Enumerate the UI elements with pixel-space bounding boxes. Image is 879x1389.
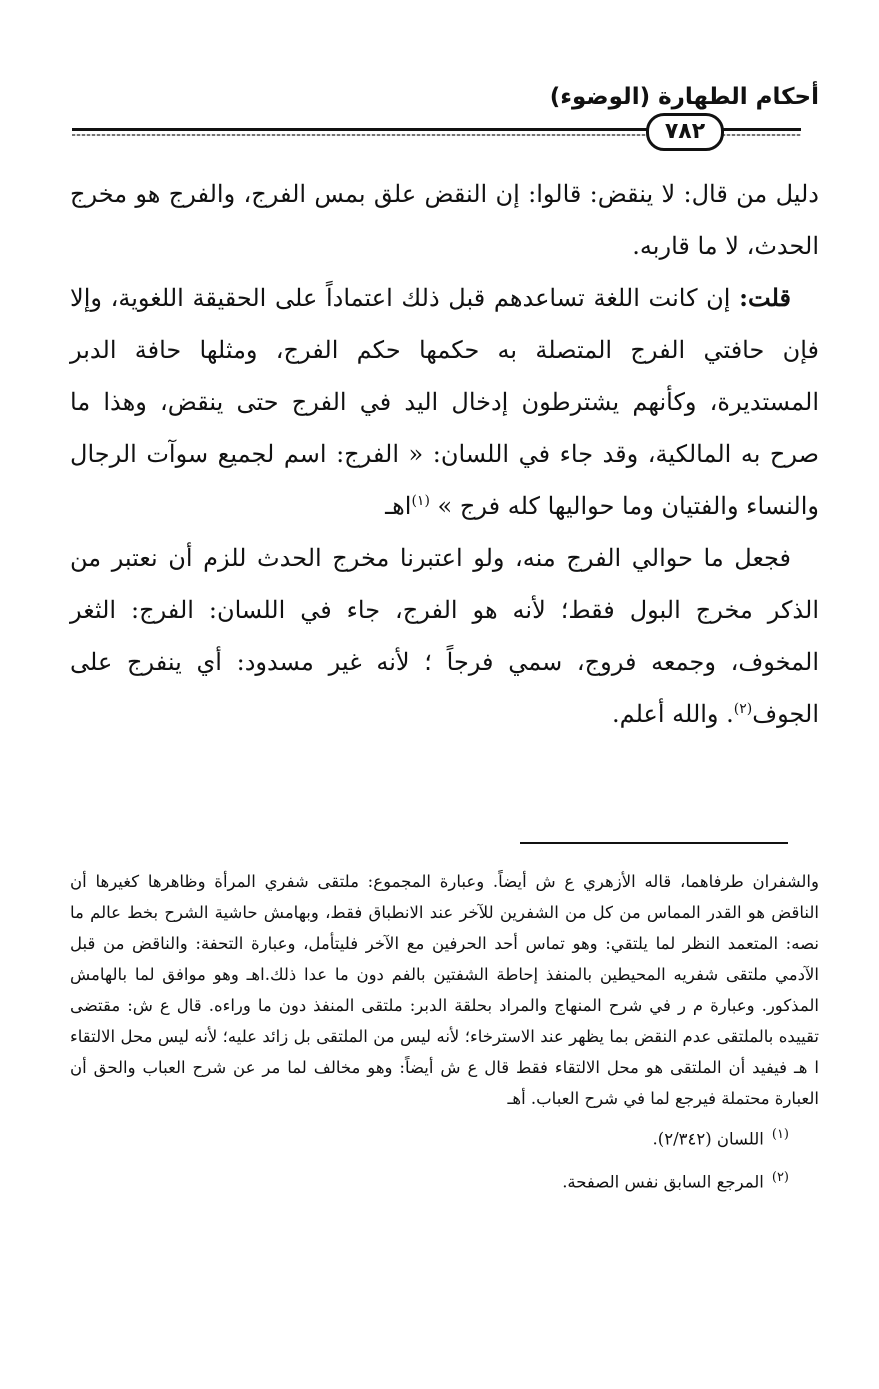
footnote-ref-1: (١): [411, 493, 430, 509]
conclusion-text: فجعل ما حوالي الفرج منه، ولو اعتبرنا مخرج الحدث للزم أن نعتبر من الذكر مخرج البول فقط؛ لأنه هو الفرج، جاء في اللسان: الفرج: الثغر المخوف، وجمعه فروج، سمي فرجاً ؛ لأنه غير مسدود: أي ينفرج على الجوف: [70, 544, 819, 728]
response-end: اهـ: [385, 492, 412, 520]
main-text: [70, 168, 819, 740]
paragraph-response: [70, 272, 819, 532]
footnote-text: المرجع السابق نفس الصفحة.: [562, 1172, 764, 1191]
footnote-number: (١): [771, 1127, 789, 1142]
paragraph-conclusion: [70, 532, 819, 740]
footnotes: [70, 866, 819, 1199]
response-lead: قلت:: [739, 283, 791, 312]
footnote-ref-2: (٢): [733, 701, 753, 717]
footnote-text: اللسان (٢/٣٤٢).: [652, 1129, 764, 1149]
footnote-item: [70, 1161, 789, 1200]
footnote-continued: والشفران طرفاهما، قاله الأزهري ع ش أيضاً. وعبارة المجموع: ملتقى شفري المرأة وظاهرها كغيرها أن الناقض هو القدر المماس من كل من الشفرين للآخر عند الانطباق فقط، وبهامش حاشية الشرح بخط عالم ما نصه: المتعمد النظر لما يلتقي: وهو تماس أحد الحرفين مع الآخر فليتأمل، وعبارة التحفة: والناقض من قبل الآدمي ملتقى شفريه المحيطين بالمنفذ إحاطة الشفتين بالفم دون ما عدا ذلك.اهـ وهو موافق لما بالهامش المذكور. وعبارة م ر في شرح المنهاج والمراد بحلقة الدبر: ملتقى المنفذ دون ما وراءه. قال ع ش: مقتضى تقييده بالملتقى عدم النقض بما يظهر عند الاسترخاء؛ لأنه ليس من الملتقى بل زائد عليه؛ لأنه ليس محل الالتقاء ا هـ فيفيد أن الملتقى هو محل الالتقاء فقط قال ع ش أيضاً: وهو مخالف لما مر عن شرح العباب والحق أن العبارة محتملة فيرجع لما في شرح العباب. أهـ: [70, 872, 819, 1108]
footnote-item: [70, 1118, 789, 1157]
footnote-separator: [520, 842, 788, 844]
paragraph-evidence: دليل من قال: لا ينقض: قالوا: إن النقض علق بمس الفرج، والفرج هو مخرج الحدث، لا ما قاربه.: [70, 180, 819, 260]
page-number: ٧٨٢: [646, 113, 724, 151]
running-title: أحكام الطهارة (الوضوء): [549, 84, 819, 110]
response-text: إن كانت اللغة تساعدهم قبل ذلك اعتماداً على الحقيقة اللغوية، وإلا فإن حافتي الفرج المتصلة به حكمها حكم الفرج، ومثلها حافة الدبر المستديرة، وكأنهم يشترطون إدخال اليد في الفرج حتى ينقض، وهذا ما صرح به المالكية، وقد جاء في اللسان: « الفرج: اسم لجميع سوآت الرجال والنساء والفتيان وما حواليها كله فرج »: [70, 284, 819, 520]
footnote-number: (٢): [771, 1169, 789, 1185]
conclusion-end: . والله أعلم.: [611, 700, 734, 728]
